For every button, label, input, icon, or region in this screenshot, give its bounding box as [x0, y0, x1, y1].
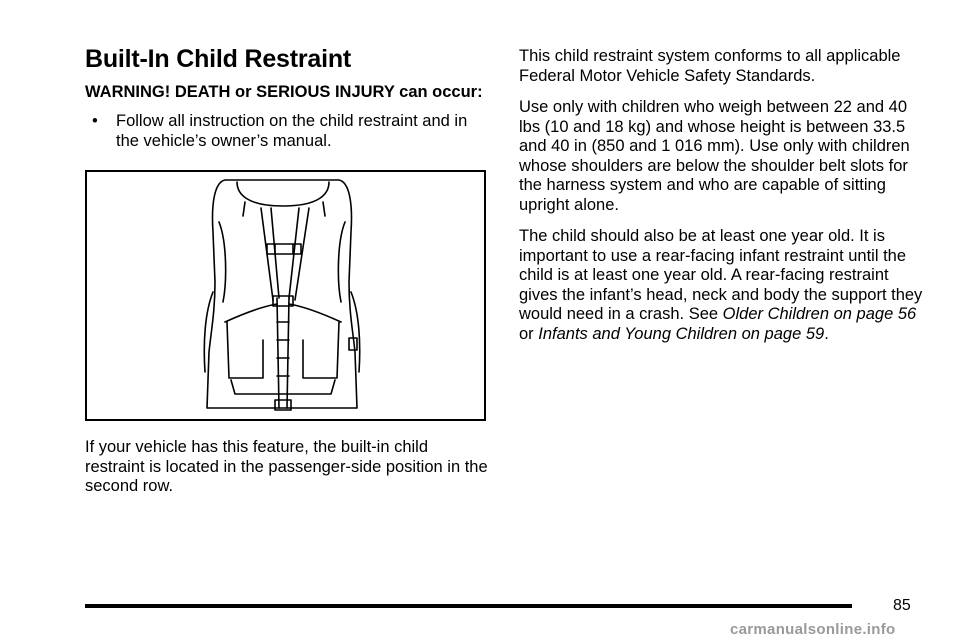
left-paragraph: If your vehicle has this feature, the built-in child restraint is located in the passenger-side position in the second row.	[85, 438, 488, 495]
cross-reference-infants[interactable]: Infants and Young Children on page 59	[538, 324, 825, 343]
left-column	[85, 44, 490, 497]
bullet-icon: •	[92, 112, 98, 130]
page-number: 85	[893, 597, 911, 614]
bullet-text: Follow all instruction on the child restraint and in the vehicle’s owner’s manual.	[116, 112, 468, 150]
watermark: carmanualsonline.info	[730, 621, 896, 638]
footer-rule	[85, 604, 852, 608]
warning-text: WARNING! DEATH or SERIOUS INJURY can occur:	[85, 83, 483, 101]
child-seat-drawing	[87, 172, 484, 419]
paragraph-end: .	[824, 324, 829, 343]
page-title: Built-In Child Restraint	[85, 45, 352, 73]
right-paragraph-2: Use only with children who weigh between 22 and 40 lbs (10 and 18 kg) and whose height is between 33.5 and 40 in (850 and 1 016 mm). Use only with children whose shoulders are below the shoulder belt slots for the harness system and who are capable of sitting upright alone.	[519, 98, 910, 214]
paragraph-text: The child should also be at least one year old. It is important to use a rear-facing infant restraint until the child is at least one year old. A rear-facing restraint gives the infant’s head, neck and body the support they would need in a crash. See	[519, 227, 923, 323]
bullet-item	[85, 112, 490, 151]
right-paragraph-3	[519, 227, 929, 344]
paragraph-connector: or	[519, 324, 539, 343]
child-seat-illustration	[85, 170, 486, 421]
right-column	[519, 47, 929, 356]
right-paragraph-1: This child restraint system conforms to all applicable Federal Motor Vehicle Safety Standards.	[519, 47, 901, 85]
cross-reference-older-children[interactable]: Older Children on page 56	[722, 305, 917, 323]
